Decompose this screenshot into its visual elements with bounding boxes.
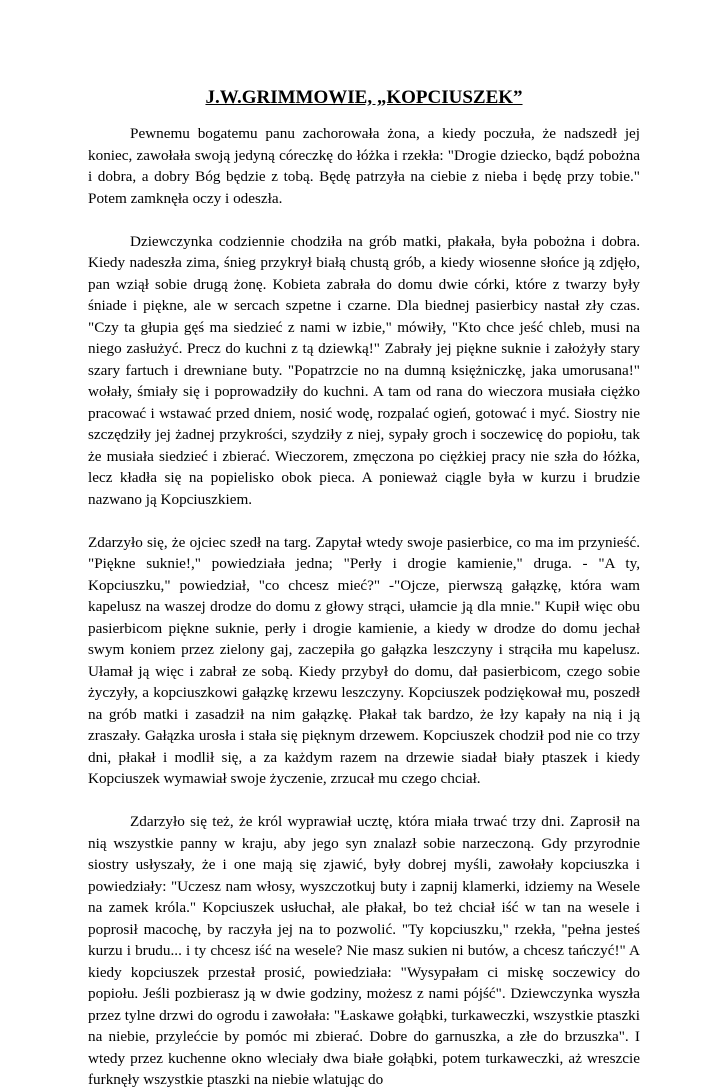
document-body bbox=[88, 123, 640, 1091]
paragraph: Zdarzyło się, że ojciec szedł na targ. Zapytał wtedy swoje pasierbice, co ma im przynieść. "Piękne suknie!," powiedziała jedna; "Perły i drogie kamienie," druga. - "A ty, Kopciuszku," powiedział, "co chcesz mieć?" -"Ojcze, pierwszą gałązkę, która wam kapelusz na waszej drodze do domu z głowy strąci, ułamcie ją dla mnie." Kupił więc obu pasierbicom piękne suknie, perły i drogie kamienie, a kiedy w drodze do domu jechał swym koniem przez zielony gaj, zaczepiła go gałązka leszczyny i strąciła mu kapelusz. Ułamał ją więc i zabrał ze sobą. Kiedy przybył do domu, dał pasierbicom, czego sobie życzyły, a kopciuszkowi gałązkę krzewu leszczyny. Kopciuszek podziękował mu, poszedł na grób matki i zasadził na nim gałązkę. Płakał tak bardzo, że łzy kapały na nią i ją zraszały. Gałązka urosła i stała się pięknym drzewem. Kopciuszek chodził pod nie co trzy dni, płakał i modlił się, a za każdym razem na drzewie siadał biały ptaszek i kiedy Kopciuszek wymawiał swoje życzenie, zrzucał mu czego chciał. bbox=[88, 533, 640, 787]
paragraph: Dziewczynka codziennie chodziła na grób matki, płakała, była pobożna i dobra. Kiedy nadeszła zima, śnieg przykrył białą chustą grób, a kiedy wiosenne słońce ją zdjęło, pan wziął sobie drugą żonę. Kobieta zabrała do domu dwie córki, które z twarzy były śniade i piękne, ale w sercach szpetne i czarne. Dla biednej pasierbicy nastał zły czas. "Czy ta głupia gęś ma siedzieć z nami w izbie," mówiły, "Kto chce jeść chleb, musi na niego zasłużyć. Precz do kuchni z tą dziewką!" Zabrały jej piękne suknie i założyły stary szary fartuch i drewniane buty. "Popatrzcie no na dumną księżniczkę, jaka umorusana!" wołały, śmiały się i poprowadziły do kuchni. A tam od rana do wieczora musiała ciężko pracować i wstawać przed dniem, nosić wodę, rozpalać ogień, gotować i myć. Siostry nie szczędziły jej żadnej przykrości, szydziły z niej, sypały groch i soczewicę do popiołu, tak że musiała siedzieć i zbierać. Wieczorem, zmęczona po ciężkiej pracy nie szła do łóżka, lecz kładła się na popielisko obok pieca. A ponieważ ciągle była w kurzu i brudzie nazwano ją Kopciuszkiem. bbox=[88, 232, 640, 508]
document-title: J.W.GRIMMOWIE, „KOPCIUSZEK” bbox=[205, 87, 523, 108]
paragraph: Pewnemu bogatemu panu zachorowała żona, a kiedy poczuła, że nadszedł jej koniec, zawołała swoją jedyną córeczkę do łóżka i rzekła: "Drogie dziecko, bądź pobożna i dobra, a dobry Bóg będzie z tobą. Będę patrzyła na ciebie z nieba i będę przy tobie." Potem zamknęła oczy i odeszła. bbox=[88, 125, 640, 207]
paragraph: Zdarzyło się też, że król wyprawiał ucztę, która miała trwać trzy dni. Zaprosił na nią wszystkie panny w kraju, aby jego syn znalazł sobie narzeczoną. Gdy przyrodnie siostry usłyszały, że i one mają się zjawić, były dobrej myśli, zawołały kopciuszka i powiedziały: "Uczesz nam włosy, wyszczotkuj buty i zapnij klamerki, idziemy na Wesele na zamek króla." Kopciuszek usłuchał, ale płakał, bo też chciał iść w tan na wesele i poprosił macochę, by raczyła jej na to pozwolić. "Ty kopciuszku," rzekła, "pełna jesteś kurzu i brudu... i ty chcesz iść na wesele? Nie masz sukien ni butów, a chcesz tańczyć!" A kiedy kopciuszek przestał prosić, powiedziała: "Wysypałam ci miskę soczewicy do popiołu. Jeśli pozbierasz ją w dwie godziny, możesz z nami pójść". Dziewczynka wyszła przez tylne drzwi do ogrodu i zawołała: "Łaskawe gołąbki, turkaweczki, wszystkie ptaszki na niebie, przylećcie by pomóc mi zbierać. Dobre do garnuszka, a złe do brzuszka". I wtedy przez kuchenne okno wleciały dwa białe gołąbki, potem turkaweczki, aż wreszcie furknęły wszystkie ptaszki na niebie wlatując do bbox=[88, 813, 640, 1088]
